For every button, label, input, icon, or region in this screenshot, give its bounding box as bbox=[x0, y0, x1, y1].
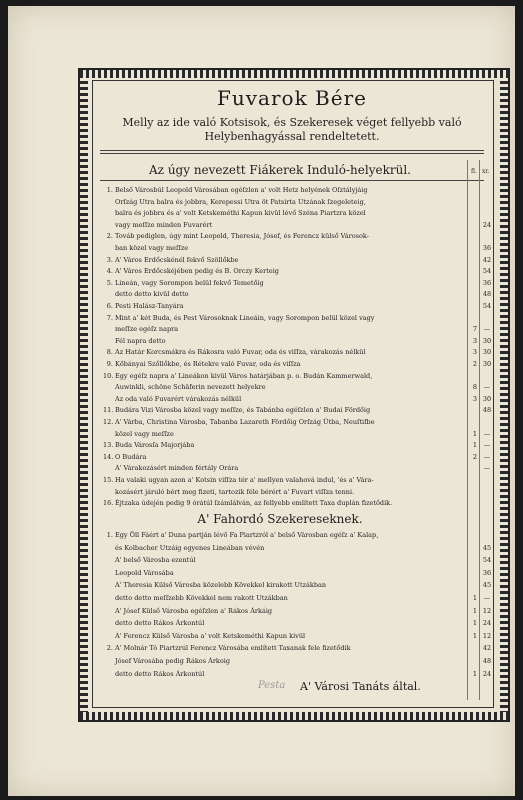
row-description: O Budára bbox=[115, 452, 147, 461]
row-kreuzer: — bbox=[483, 441, 491, 450]
row-kreuzer: 24 bbox=[482, 220, 492, 229]
row-florin: 1 bbox=[472, 429, 478, 438]
row-number: 1. bbox=[106, 531, 113, 539]
column-divider-fl bbox=[467, 160, 468, 700]
row-florin: 2 bbox=[472, 452, 478, 461]
row-description: A' Várakozásért minden fértály Orára bbox=[115, 464, 239, 473]
row-florin: 1 bbox=[472, 441, 478, 450]
row-description: Buda Városſa Majorjába bbox=[115, 441, 195, 450]
column-header-xr: xr. bbox=[482, 168, 490, 175]
row-description: Egy Öll Fáért a' Duna partján lévő Fa Piartzról a' belső Városban egéſz a' Kalap, bbox=[115, 531, 379, 539]
row-description: Az oda való Fuvarért várakozás nélkül bbox=[115, 394, 242, 403]
row-number: 3. bbox=[106, 255, 113, 264]
row-description: Kőbányai Szőllőkbe, és Rétekre való Fuvar, oda és viſſza bbox=[115, 360, 301, 368]
row-description: meſſze egéſz napra bbox=[115, 325, 179, 334]
row-description: Auwinkli, schöne Schäferin nevezett helyekre bbox=[115, 383, 266, 392]
row-description: A' Theresia Külső Városba közelebb Kövekkel kirakott Utzákban bbox=[115, 581, 327, 590]
row-number: 4. bbox=[106, 267, 113, 276]
row-description: Ha valaki ugyan azon a' Kotsin viſſza tér a' mellyen valahová indul, 'és a' Vára- bbox=[115, 476, 374, 484]
row-description: A' belső Városba ezentúl bbox=[115, 556, 196, 565]
row-kreuzer: 30 bbox=[482, 348, 492, 357]
row-description: Egy egéſz napra a' Lineákon kivül Város határjában p. o. Budán Kammerwald, bbox=[115, 371, 373, 380]
row-description: detto detto kivül detto bbox=[115, 290, 189, 299]
row-florin: 1 bbox=[472, 619, 478, 628]
row-description: Belső Városbúl Leopold Városában egéſzlen a' volt Hetz helyének Oſztályjáig bbox=[115, 186, 368, 194]
header-divider bbox=[100, 150, 484, 151]
row-number: 7. bbox=[106, 313, 113, 322]
subtitle-line-1: Melly az ide való Kotsisok, és Szekeresek véget fellyebb való bbox=[122, 116, 462, 129]
row-description: detto detto meſſzebb Kövekkel nem rakott Utzákban bbox=[115, 594, 288, 602]
row-kreuzer: 36 bbox=[482, 244, 492, 252]
row-florin: 3 bbox=[472, 394, 478, 403]
row-description: és Kolbacher Utzáig egyenes Lineában vévén bbox=[115, 543, 265, 552]
row-description: kozásért járuló bért meg fizeti, tartozik féle bérért a' Fuvart viſſza tenni. bbox=[115, 487, 355, 496]
row-number: 2. bbox=[106, 644, 113, 653]
row-number: 5. bbox=[106, 278, 113, 287]
row-kreuzer: 30 bbox=[482, 360, 492, 368]
row-description: Orſzág Utra balra és jobbra, Kerepessi Utra öt Patsirta Utzának ſzegeleteig, bbox=[115, 197, 366, 206]
column-header-fl: fl. bbox=[471, 168, 477, 175]
row-kreuzer: — bbox=[483, 464, 491, 473]
row-number: 8. bbox=[106, 348, 113, 357]
row-number: 1. bbox=[106, 186, 113, 194]
row-number: 15. bbox=[103, 476, 114, 484]
row-kreuzer: 54 bbox=[482, 267, 492, 276]
row-number: 12. bbox=[103, 418, 114, 426]
row-description: A' Molnár Tó Piartzrúl Ferencz Városába említett Taxanak fele fizetődik bbox=[115, 644, 351, 653]
row-kreuzer: 30 bbox=[482, 394, 492, 403]
row-description: ban közel vagy meſſze bbox=[115, 244, 189, 252]
section-fiakerek-title: Az úgy nevezett Fiákerek Induló-helyekrül. bbox=[149, 163, 411, 177]
row-kreuzer: 36 bbox=[482, 568, 492, 577]
row-kreuzer: 54 bbox=[482, 556, 492, 565]
row-description: A' Jósef Külső Városba egéſzlen a' Rákos Árkáig bbox=[115, 606, 273, 615]
row-description: közel vagy meſſze bbox=[115, 429, 174, 438]
header-divider-double bbox=[100, 153, 484, 154]
row-florin: 1 bbox=[472, 631, 478, 640]
row-description: balra és jobbra és a' volt Ketskeméthi Kapun kivül lévő Széna Piartzra közel bbox=[115, 209, 366, 218]
row-kreuzer: 36 bbox=[482, 278, 492, 287]
row-description: Éjtzaka údején pedig 9 órátúl ſzámlálván, az fellyebb említett Taxa duplán fizetődik. bbox=[115, 499, 393, 508]
row-kreuzer: 30 bbox=[482, 336, 492, 345]
row-description: Leopold Városába bbox=[115, 568, 174, 577]
row-description: Továb pediglen, úgy mint Leopold, Theresia, Jósef, és Ferencz külső Városok- bbox=[115, 232, 369, 241]
row-description: A' Várba, Christina Városba, Tabanba Lazareth Fördőig Orſzág Útba, Neuſtifbe bbox=[115, 418, 375, 426]
row-description: vagy meſſze minden Fuvarért bbox=[115, 220, 213, 229]
row-florin: 1 bbox=[472, 669, 478, 678]
row-kreuzer: — bbox=[483, 383, 491, 392]
row-number: 14. bbox=[103, 452, 114, 461]
row-number: 9. bbox=[106, 360, 113, 368]
row-florin: 7 bbox=[472, 325, 478, 334]
row-kreuzer: 24 bbox=[482, 619, 492, 628]
row-description: detto detto Rákos Árkontúl bbox=[115, 669, 205, 678]
row-kreuzer: 48 bbox=[482, 406, 492, 415]
section-fahordo-title: A' Fahordó Szekereseknek. bbox=[197, 512, 363, 526]
row-kreuzer: 48 bbox=[482, 290, 492, 299]
row-description: Az Határ Korcsmákra és Rákosra való Fuvar, oda és viſſza, várakozás nélkül bbox=[115, 348, 366, 357]
row-number: 2. bbox=[106, 232, 113, 241]
row-florin: 1 bbox=[472, 606, 478, 615]
row-kreuzer: — bbox=[483, 325, 491, 334]
row-kreuzer: — bbox=[483, 594, 491, 602]
council-signature: A' Városi Tanáts által. bbox=[300, 680, 421, 693]
row-kreuzer: 42 bbox=[482, 644, 492, 653]
row-description: detto detto Rákos Árkontúl bbox=[115, 619, 205, 628]
pesta-stamp: Pesta bbox=[258, 680, 286, 691]
row-kreuzer: — bbox=[483, 429, 491, 438]
row-description: Budára Vizi Városba közel vagy meſſze, és Tabánba egéſzlen a' Budai Fördőig bbox=[115, 406, 371, 415]
row-florin: 2 bbox=[472, 360, 478, 368]
row-florin: 1 bbox=[472, 594, 478, 602]
row-description: Lineán, vagy Sorompon belül fekvő Temetőig bbox=[115, 278, 264, 287]
row-number: 10. bbox=[103, 371, 114, 380]
row-number: 13. bbox=[103, 441, 114, 450]
row-description: Pesti Halász-Tanyára bbox=[115, 302, 184, 310]
row-kreuzer: 42 bbox=[482, 255, 492, 264]
row-florin: 3 bbox=[472, 336, 478, 345]
row-kreuzer: 12 bbox=[482, 606, 492, 615]
row-number: 6. bbox=[106, 302, 113, 310]
document-subtitle bbox=[100, 116, 484, 144]
row-florin: 3 bbox=[472, 348, 478, 357]
row-kreuzer: 45 bbox=[482, 543, 492, 552]
row-kreuzer: 54 bbox=[482, 302, 492, 310]
row-description: Mint a' két Buda, és Pest Városoknak Lineáin, vagy Sorompon belül közel vagy bbox=[115, 313, 375, 322]
row-description: A' Város Erdőcskéjében pedig és B. Orczy Kerteig bbox=[115, 267, 279, 276]
section1-divider bbox=[100, 180, 484, 181]
row-florin: 8 bbox=[472, 383, 478, 392]
row-kreuzer: 24 bbox=[482, 669, 492, 678]
row-number: 16. bbox=[103, 499, 114, 508]
row-kreuzer: 45 bbox=[482, 581, 492, 590]
row-kreuzer: 48 bbox=[482, 657, 492, 665]
row-description: A' Ferencz Külső Városba a' volt Ketskeméthi Kapun kivül bbox=[115, 631, 306, 640]
row-description: Fél napra detto bbox=[115, 336, 166, 345]
row-description: Jósef Városába pedig Rákos Árkoig bbox=[115, 657, 231, 665]
row-kreuzer: 12 bbox=[482, 631, 492, 640]
row-description: A' Város Erdőcskénél fekvő Szöllőkbe bbox=[115, 255, 239, 264]
document-title: Fuvarok Bére bbox=[217, 86, 367, 110]
row-number: 11. bbox=[103, 406, 114, 415]
row-kreuzer: — bbox=[483, 452, 491, 461]
subtitle-line-2: Helybenhagyással rendeltetett. bbox=[204, 130, 380, 143]
